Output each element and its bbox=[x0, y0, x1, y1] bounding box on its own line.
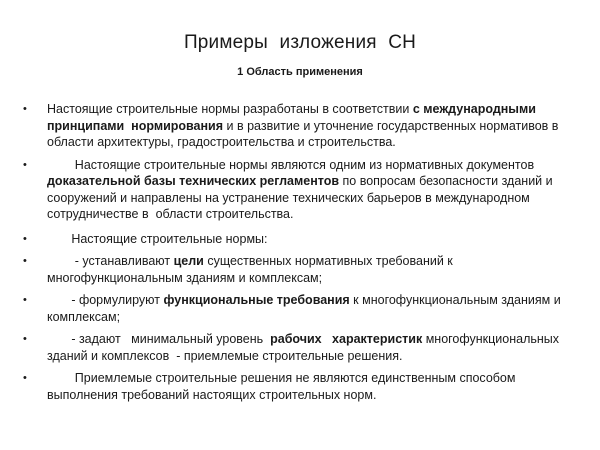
text-run: Настоящие строительные нормы являются одним из нормативных документов bbox=[47, 157, 538, 172]
bullet-icon: • bbox=[23, 333, 27, 345]
bullet-icon: • bbox=[23, 103, 27, 115]
bullet-item bbox=[0, 253, 600, 286]
bullet-icon: • bbox=[23, 255, 27, 267]
bullet-text bbox=[47, 293, 564, 324]
bullet-item bbox=[0, 101, 600, 151]
text-run: многофункциональных зданий и комплексов - приемлемые строительные решения. bbox=[47, 332, 563, 363]
text-run: к многофункциональным зданиям и комплексам; bbox=[47, 293, 565, 324]
bullet-text bbox=[47, 232, 268, 246]
text-run: Настоящие строительные нормы разработаны в соответствии bbox=[47, 102, 413, 116]
text-run: - формулируют bbox=[47, 293, 164, 307]
text-run: Приемлемые строительные решения не являются единственным способом выполнения требований настоящих строительных норм. bbox=[47, 371, 519, 402]
bullet-icon: • bbox=[23, 232, 27, 245]
bullet-text bbox=[47, 102, 562, 149]
bullet-item bbox=[0, 231, 600, 248]
bullet-icon: • bbox=[23, 372, 27, 384]
bullet-item bbox=[0, 370, 600, 403]
bullet-text bbox=[47, 371, 519, 402]
bullet-text bbox=[47, 254, 456, 285]
text-run: Настоящие строительные нормы: bbox=[47, 231, 268, 246]
bold-phrase: рабочих характеристик bbox=[270, 332, 423, 346]
bullet-item bbox=[0, 331, 600, 364]
text-run: по вопросам безопасности зданий и сооружений и направлены на устранение технических барьеров в международном сотрудничестве в области строительства. bbox=[47, 174, 557, 221]
bold-phrase: цели bbox=[173, 254, 204, 268]
text-run: - задают минимальный уровень bbox=[47, 332, 271, 346]
bold-phrase: доказательной базы технических регламентов bbox=[47, 174, 340, 188]
section-subtitle: 1 Область применения bbox=[237, 66, 363, 78]
bullet-list bbox=[0, 101, 600, 403]
bullet-item bbox=[0, 292, 600, 325]
slide-title: Примеры изложения СН bbox=[183, 32, 417, 53]
text-run: - устанавливают bbox=[47, 254, 174, 268]
bullet-icon: • bbox=[23, 158, 27, 171]
bold-phrase: функциональные требования bbox=[163, 293, 350, 307]
bullet-icon: • bbox=[23, 294, 27, 306]
text-run: и в развитие и уточнение государственных нормативов в области архитектуры, градостроительства и строительства. bbox=[47, 118, 562, 149]
text-run: существенных нормативных требований к многофункциональным зданиям и комплексам; bbox=[47, 254, 457, 285]
bold-phrase: с международными принципами нормирования bbox=[47, 102, 540, 133]
bullet-item bbox=[0, 157, 600, 223]
bullet-text bbox=[47, 332, 563, 363]
bullet-text bbox=[47, 158, 556, 222]
